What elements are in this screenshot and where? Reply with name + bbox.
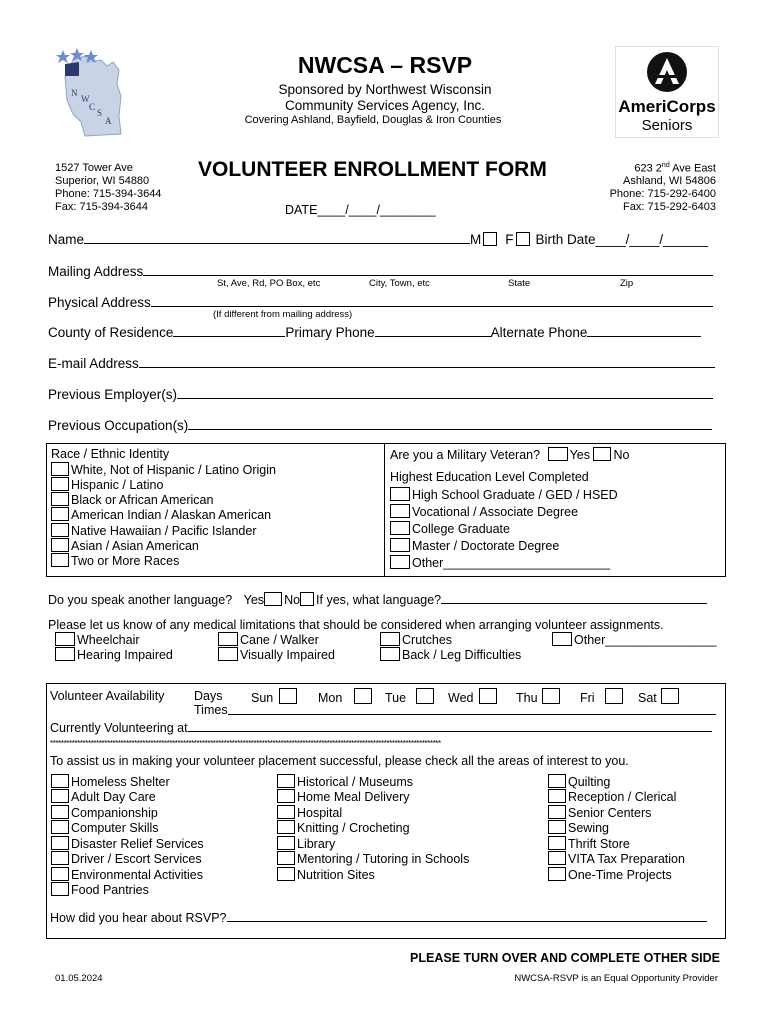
divider-stars: ************************************************************************************************************************************************ [50, 739, 441, 748]
form-title: VOLUNTEER ENROLLMENT FORM [198, 158, 547, 181]
interest-option[interactable]: One-Time Projects [548, 867, 672, 882]
availability-label: Volunteer Availability [50, 689, 165, 703]
birth-date-field[interactable]: Birth Date____/____/______ [535, 232, 709, 247]
veteran-question: Are you a Military Veteran? [390, 448, 541, 462]
county-row [48, 324, 701, 340]
interest-option[interactable]: Disaster Relief Services [51, 836, 204, 851]
day-checkbox[interactable] [416, 688, 434, 704]
medical-option[interactable]: Wheelchair [55, 632, 140, 647]
svg-text:S: S [97, 108, 103, 118]
email-label: E-mail Address [48, 356, 139, 371]
right-address-city: Ashland, WI 54806 [623, 175, 716, 187]
interest-checkbox[interactable] [51, 774, 69, 788]
day-thu[interactable]: Thu [516, 688, 562, 705]
veteran-no-label: No [613, 448, 630, 462]
veteran-yes-label: Yes [569, 448, 590, 462]
interest-option[interactable]: Quilting [548, 774, 610, 789]
interest-checkbox[interactable] [548, 789, 566, 803]
education-checkbox[interactable] [390, 487, 410, 501]
hear-label: How did you hear about RSVP? [50, 911, 227, 925]
hear-row [50, 909, 707, 925]
race-option[interactable]: Native Hawaiian / Pacific Islander [51, 523, 257, 538]
language-yes-checkbox[interactable] [264, 592, 282, 606]
interest-checkbox[interactable] [51, 836, 69, 850]
medical-option[interactable]: Other________________ [552, 632, 717, 647]
logo-letter-n: N [71, 88, 78, 98]
americorps-text-1: AmeriCorps [618, 97, 716, 116]
interest-checkbox[interactable] [277, 820, 295, 834]
county-field[interactable] [173, 324, 285, 337]
interest-option[interactable]: Library [277, 836, 335, 851]
turn-over-note: PLEASE TURN OVER AND COMPLETE OTHER SIDE [410, 951, 720, 965]
left-address-phone: Phone: 715-394-3644 [55, 188, 162, 200]
language-no-label: No [284, 593, 301, 607]
education-option[interactable]: Other________________________ [390, 555, 610, 570]
race-checkbox[interactable] [51, 523, 69, 537]
interest-option[interactable]: VITA Tax Preparation [548, 851, 685, 866]
education-option[interactable]: Vocational / Associate Degree [390, 504, 578, 519]
day-mon[interactable]: Mon [318, 688, 374, 705]
language-question: Do you speak another language? [48, 593, 233, 607]
interest-option[interactable]: Nutrition Sites [277, 867, 375, 882]
date-code: 01.05.2024 [55, 973, 103, 984]
interest-option[interactable]: Computer Skills [51, 820, 159, 835]
interest-option[interactable]: Adult Day Care [51, 789, 156, 804]
interest-checkbox[interactable] [548, 820, 566, 834]
demographics-divider [384, 443, 385, 577]
interest-checkbox[interactable] [51, 805, 69, 819]
physical-field[interactable] [151, 294, 713, 307]
left-address-city: Superior, WI 54880 [55, 175, 150, 187]
americorps-text-2: Seniors [641, 117, 693, 134]
svg-text:C: C [89, 102, 96, 112]
race-checkbox[interactable] [51, 492, 69, 506]
veteran-row [390, 447, 629, 462]
interest-option[interactable]: Home Meal Delivery [277, 789, 410, 804]
interest-checkbox[interactable] [51, 789, 69, 803]
equal-opportunity: NWCSA-RSVP is an Equal Opportunity Provider [514, 973, 718, 984]
language-followup: If yes, what language? [316, 593, 442, 607]
sponsor-line-1: Sponsored by Northwest Wisconsin [278, 82, 492, 97]
days-label: Days [194, 689, 223, 703]
left-address-fax: Fax: 715-394-3644 [55, 201, 148, 213]
interest-option[interactable]: Knitting / Crocheting [277, 820, 410, 835]
svg-text:A: A [105, 116, 112, 126]
medical-checkbox[interactable] [55, 632, 75, 646]
medical-checkbox[interactable] [55, 647, 75, 661]
medical-checkbox[interactable] [380, 647, 400, 661]
medical-option[interactable]: Hearing Impaired [55, 647, 173, 662]
day-sun[interactable]: Sun [251, 688, 299, 705]
m-label: M [470, 232, 482, 247]
interest-checkbox[interactable] [51, 851, 69, 865]
interest-checkbox[interactable] [277, 805, 295, 819]
currently-label: Currently Volunteering at [50, 721, 188, 735]
race-title: Race / Ethnic Identity [51, 447, 170, 461]
interest-option[interactable]: Reception / Clerical [548, 789, 676, 804]
left-address-street: 1527 Tower Ave [55, 162, 133, 174]
female-checkbox[interactable] [516, 232, 530, 246]
veteran-no-checkbox[interactable] [593, 447, 611, 461]
race-checkbox[interactable] [51, 507, 69, 521]
education-option[interactable]: College Graduate [390, 521, 510, 536]
male-checkbox[interactable] [483, 232, 497, 246]
medical-prompt: Please let us know of any medical limitations that should be considered when arranging volunteer assignments. [48, 618, 664, 632]
day-checkbox[interactable] [661, 688, 679, 704]
sponsor-line-2: Community Services Agency, Inc. [284, 98, 486, 113]
language-no-checkbox[interactable] [300, 592, 314, 606]
race-checkbox[interactable] [51, 477, 69, 491]
day-checkbox[interactable] [542, 688, 560, 704]
education-option[interactable]: Master / Doctorate Degree [390, 538, 559, 553]
medical-checkbox[interactable] [218, 632, 238, 646]
physical-sub: (If different from mailing address) [213, 309, 353, 320]
interest-checkbox[interactable] [548, 867, 566, 881]
name-row [48, 231, 708, 247]
employer-label: Previous Employer(s) [48, 387, 178, 402]
interest-option[interactable]: Companionship [51, 805, 158, 820]
medical-checkbox[interactable] [218, 647, 238, 661]
page-title: NWCSA – RSVP [297, 52, 473, 78]
mailing-row [48, 263, 713, 279]
interest-checkbox[interactable] [51, 820, 69, 834]
race-checkbox[interactable] [51, 538, 69, 552]
primary-phone-label: Primary Phone [285, 325, 375, 340]
currently-row [50, 719, 712, 735]
medical-option[interactable]: Cane / Walker [218, 632, 319, 647]
right-address-phone: Phone: 715-292-6400 [609, 188, 716, 200]
day-sat[interactable]: Sat [638, 688, 681, 705]
language-row [48, 591, 707, 607]
mailing-sub-city: City, Town, etc [369, 278, 430, 289]
medical-checkbox[interactable] [552, 632, 572, 646]
county-label: County of Residence [48, 325, 174, 340]
day-checkbox[interactable] [354, 688, 372, 704]
education-checkbox[interactable] [390, 555, 410, 569]
employer-row [48, 386, 713, 402]
day-tue[interactable]: Tue [385, 688, 436, 705]
right-address-fax: Fax: 715-292-6403 [623, 201, 716, 213]
race-checkbox[interactable] [51, 553, 69, 567]
day-checkbox[interactable] [479, 688, 497, 704]
right-address-street: 623 2nd Ave East [634, 162, 716, 175]
interest-checkbox[interactable] [548, 851, 566, 865]
interest-checkbox[interactable] [277, 867, 295, 881]
day-checkbox[interactable] [605, 688, 623, 704]
mailing-sub-street: St, Ave, Rd, PO Box, etc [217, 278, 321, 289]
employer-field[interactable] [177, 386, 713, 399]
race-option[interactable]: American Indian / Alaskan American [51, 507, 271, 522]
education-title: Highest Education Level Completed [390, 470, 589, 484]
interest-option[interactable]: Thrift Store [548, 836, 630, 851]
interest-option[interactable]: Driver / Escort Services [51, 851, 202, 866]
interest-checkbox[interactable] [51, 867, 69, 881]
mailing-sub-zip: Zip [620, 278, 634, 289]
alternate-phone-label: Alternate Phone [490, 325, 588, 340]
interest-checkbox[interactable] [548, 805, 566, 819]
interest-checkbox[interactable] [548, 774, 566, 788]
education-option[interactable]: High School Graduate / GED / HSED [390, 487, 618, 502]
interest-option[interactable]: Historical / Museums [277, 774, 413, 789]
interest-checkbox[interactable] [277, 789, 295, 803]
interest-checkbox[interactable] [51, 882, 69, 896]
interest-option[interactable]: Environmental Activities [51, 867, 203, 882]
veteran-yes-checkbox[interactable] [548, 447, 568, 461]
medical-option[interactable]: Crutches [380, 632, 452, 647]
medical-option[interactable]: Back / Leg Difficulties [380, 647, 521, 662]
occupation-row [48, 417, 712, 433]
language-yes-label: Yes [243, 593, 265, 607]
interests-prompt: To assist us in making your volunteer placement successful, please check all the areas of interest to you. [50, 754, 629, 768]
language-field[interactable] [441, 591, 707, 604]
name-field[interactable] [84, 231, 470, 244]
race-option[interactable]: Black or African American [51, 492, 213, 507]
education-checkbox[interactable] [390, 538, 410, 552]
times-field[interactable] [228, 714, 716, 715]
svg-text:W: W [81, 94, 90, 104]
education-checkbox[interactable] [390, 504, 410, 518]
medical-option[interactable]: Visually Impaired [218, 647, 335, 662]
primary-phone-field[interactable] [375, 324, 491, 337]
interest-option[interactable]: Food Pantries [51, 882, 149, 897]
day-checkbox[interactable] [279, 688, 297, 704]
interest-checkbox[interactable] [277, 774, 295, 788]
interest-option[interactable]: Hospital [277, 805, 342, 820]
americorps-logo [615, 46, 719, 138]
race-checkbox[interactable] [51, 462, 69, 476]
times-label: Times [194, 703, 228, 717]
interest-checkbox[interactable] [277, 851, 295, 865]
occupation-field[interactable] [188, 417, 712, 430]
name-label: Name [48, 232, 85, 247]
physical-label: Physical Address [48, 295, 151, 310]
day-wed[interactable]: Wed [448, 688, 499, 705]
medical-checkbox[interactable] [380, 632, 400, 646]
mailing-label: Mailing Address [48, 264, 144, 279]
race-option[interactable]: Hispanic / Latino [51, 477, 163, 492]
interest-checkbox[interactable] [548, 836, 566, 850]
email-row [48, 355, 715, 371]
interest-option[interactable]: Mentoring / Tutoring in Schools [277, 851, 469, 866]
date-field[interactable]: DATE____/____/________ [285, 203, 436, 217]
mailing-field[interactable] [143, 263, 713, 276]
counties-line: Covering Ashland, Bayfield, Douglas & Iron Counties [244, 114, 502, 126]
interest-option[interactable]: Sewing [548, 820, 609, 835]
day-fri[interactable]: Fri [580, 688, 625, 705]
interest-checkbox[interactable] [277, 836, 295, 850]
email-field[interactable] [139, 355, 715, 368]
f-label: F [505, 232, 514, 247]
physical-row [48, 294, 713, 310]
race-option[interactable]: Two or More Races [51, 553, 179, 568]
interest-option[interactable]: Senior Centers [548, 805, 651, 820]
interest-option[interactable]: Homeless Shelter [51, 774, 170, 789]
hear-field[interactable] [227, 909, 707, 922]
education-checkbox[interactable] [390, 521, 410, 535]
race-option[interactable]: Asian / Asian American [51, 538, 199, 553]
race-option[interactable]: White, Not of Hispanic / Latino Origin [51, 462, 276, 477]
alternate-phone-field[interactable] [587, 324, 701, 337]
mailing-sub-state: State [508, 278, 531, 289]
currently-field[interactable] [188, 719, 712, 732]
occupation-label: Previous Occupation(s) [48, 418, 189, 433]
americorps-a-icon [646, 51, 688, 93]
